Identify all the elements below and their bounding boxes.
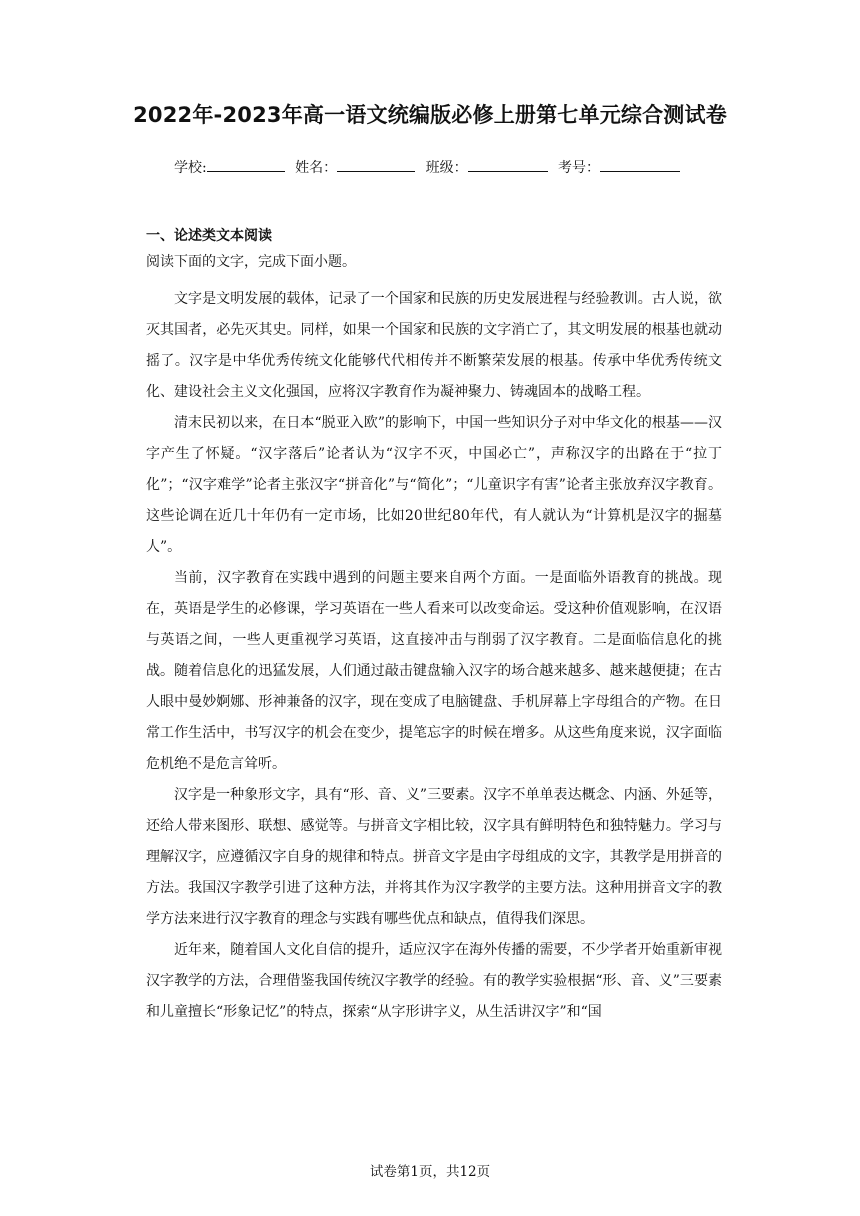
passage-paragraph: 清末民初以来，在日本“脱亚入欧”的影响下，中国一些知识分子对中华文化的根基——汉字产生了怀疑。“汉字落后”论者认为“汉字不灭，中国必亡”，声称汉字的出路在于“拉丁化”；“汉字难学”论者主张汉字“拼音化”与“简化”；“儿童识字有害”论者主张放弃汉字教育。这些论调在近几十年仍有一定市场，比如20世纪80年代，有人就认为“计算机是汉字的掘墓人”。 bbox=[146, 415, 722, 555]
passage-paragraph: 文字是文明发展的载体，记录了一个国家和民族的历史发展进程与经验教训。古人说，欲灭其国者，必先灭其史。同样，如果一个国家和民族的文字消亡了，其文明发展的根基也就动摇了。汉字是中华优秀传统文化能够代代相传并不断繁荣发展的根基。传承中华优秀传统文化、建设社会主义文化强国，应将汉字教育作为凝神聚力、铸魂固本的战略工程。 bbox=[146, 291, 722, 400]
reading-passage bbox=[146, 284, 722, 1028]
school-label: 学校: bbox=[173, 160, 207, 176]
exam-title: 2022年-2023年高一语文统编版必修上册第七单元综合测试卷 bbox=[133, 103, 727, 127]
exam-number-label: 考号： bbox=[558, 160, 601, 176]
school-blank[interactable] bbox=[207, 157, 285, 172]
name-blank[interactable] bbox=[337, 157, 415, 172]
class-blank[interactable] bbox=[468, 157, 548, 172]
class-label: 班级： bbox=[425, 160, 468, 176]
student-info-line bbox=[0, 157, 860, 179]
passage-paragraph: 汉字是一种象形文字，具有“形、音、义”三要素。汉字不单单表达概念、内涵、外延等，还给人带来图形、联想、感觉等。与拼音文字相比较，汉字具有鲜明特色和独特魅力。学习与理解汉字，应遵循汉字自身的规律和特点。拼音文字是由字母组成的文字，其教学是用拼音的方法。我国汉字教学引进了这种方法，并将其作为汉字教学的主要方法。这种用拼音文字的教学方法来进行汉字教育的理念与实践有哪些优点和缺点，值得我们深思。 bbox=[146, 787, 722, 927]
name-label: 姓名： bbox=[295, 160, 338, 176]
reading-instruction: 阅读下面的文字，完成下面小题。 bbox=[146, 254, 356, 270]
passage-paragraph: 当前，汉字教育在实践中遇到的问题主要来自两个方面。一是面临外语教育的挑战。现在，英语是学生的必修课，学习英语在一些人看来可以改变命运。受这种价值观影响，在汉语与英语之间，一些人更重视学习英语，这直接冲击与削弱了汉字教育。二是面临信息化的挑战。随着信息化的迅猛发展，人们通过敲击键盘输入汉字的场合越来越多、越来越便捷；在古人眼中曼妙婀娜、形神兼备的汉字，现在变成了电脑键盘、手机屏幕上字母组合的产物。在日常工作生活中，书写汉字的机会在变少，提笔忘字的时候在增多。从这些角度来说，汉字面临危机绝不是危言耸听。 bbox=[146, 570, 722, 772]
passage-paragraph: 近年来，随着国人文化自信的提升，适应汉字在海外传播的需要，不少学者开始重新审视汉字教学的方法，合理借鉴我国传统汉字教学的经验。有的教学实验根据“形、音、义”三要素和儿童擅长“形象记忆”的特点，探索“从字形讲字义，从生活讲汉字”和“国 bbox=[146, 942, 722, 1020]
exam-number-blank[interactable] bbox=[600, 157, 680, 172]
section-heading: 一、论述类文本阅读 bbox=[146, 228, 272, 244]
page-footer: 试卷第1页，共12页 bbox=[369, 1164, 491, 1180]
